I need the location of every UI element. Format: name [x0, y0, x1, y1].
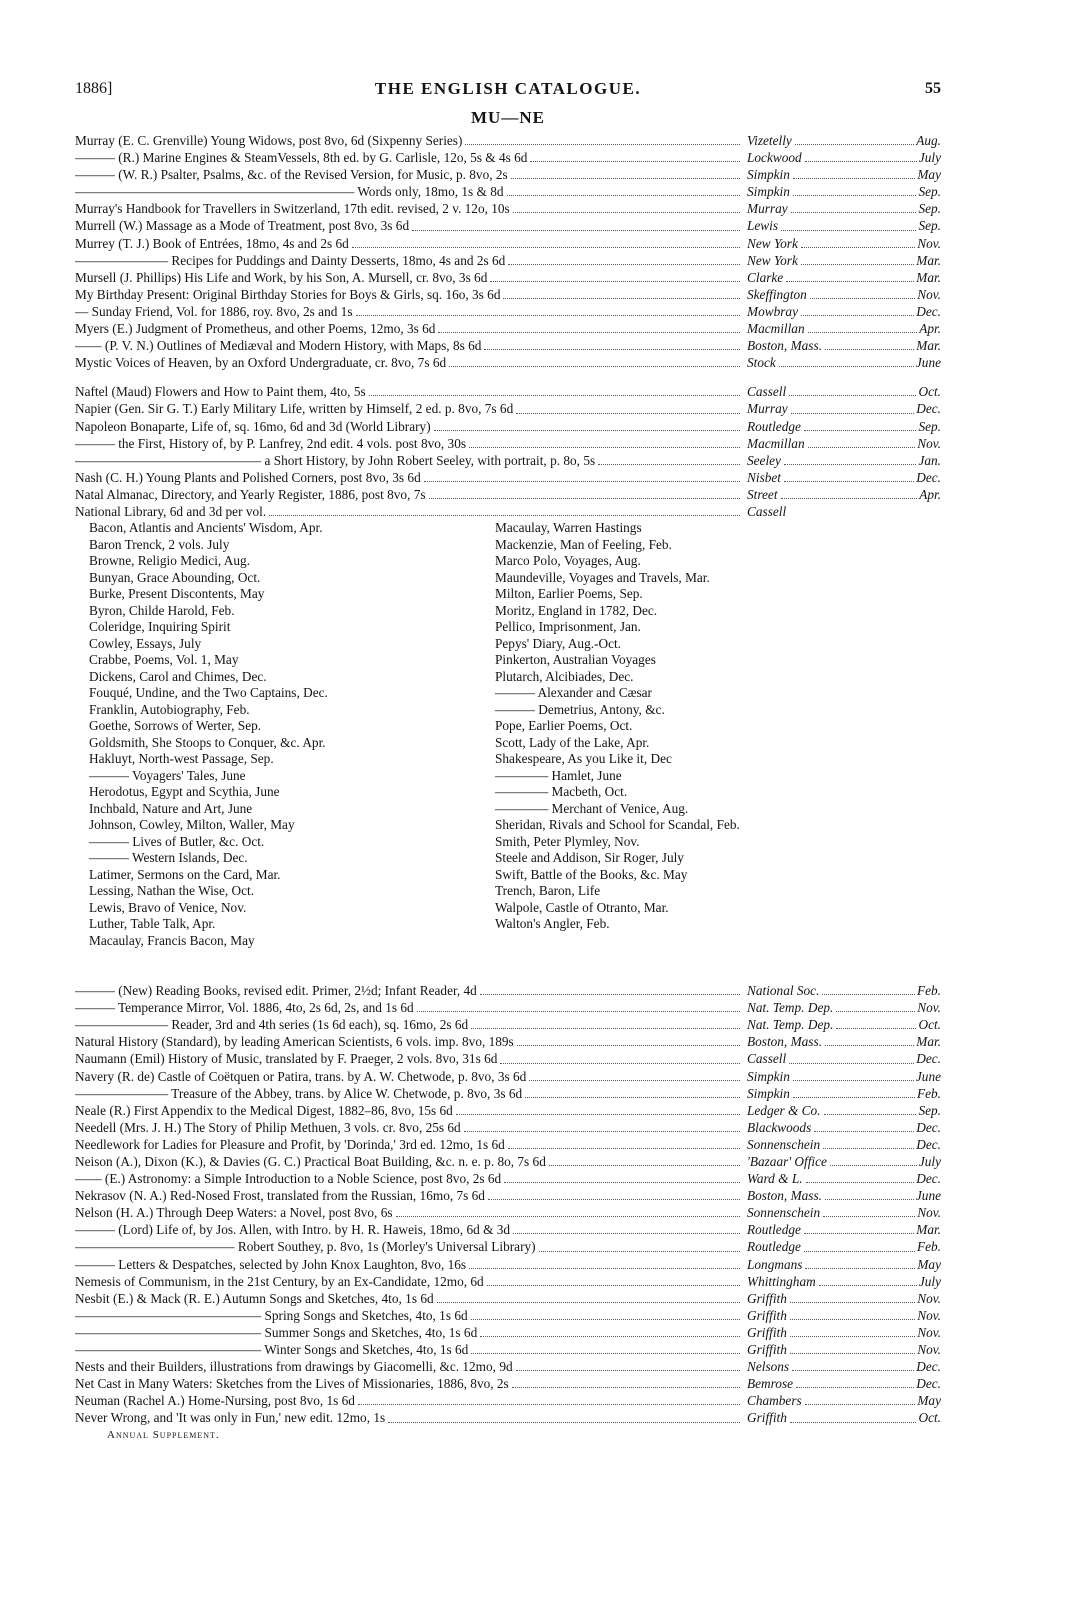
entry-title: Neuman (Rachel A.) Home-Nursing, post 8vo, 1s 6d	[75, 1393, 355, 1409]
entry-publisher: Griffith	[747, 1307, 787, 1323]
national-library-item: Mackenzie, Man of Feeling, Feb.	[495, 536, 672, 552]
national-library-item: Goldsmith, She Stoops to Conquer, &c. Apr.	[89, 734, 326, 750]
entry-publisher: Routledge	[747, 418, 801, 434]
entry-date: Nov.	[917, 286, 941, 302]
entry-title: Nests and their Builders, illustrations from drawings by Giacomelli, &c. 12mo, 9d	[75, 1359, 513, 1375]
entry-title: Never Wrong, and 'It was only in Fun,' new edit. 12mo, 1s	[75, 1410, 386, 1426]
entry-date: June	[915, 1068, 941, 1084]
national-library-item: ——— Demetrius, Antony, &c.	[495, 701, 665, 717]
catalogue-entry	[75, 1375, 941, 1392]
entry-date: July	[918, 1154, 941, 1169]
entry-date: Mar.	[916, 269, 941, 285]
entry-title: ——— the First, History of, by P. Lanfrey, 2nd edit. 4 vols. post 8vo, 30s	[75, 435, 467, 451]
entry-publisher: Lewis	[747, 218, 779, 234]
entry-date: Nov.	[917, 235, 941, 251]
entry-publisher: Murray	[747, 201, 788, 217]
national-library-item: ———— Macbeth, Oct.	[495, 784, 628, 800]
entry-publisher: Griffith	[747, 1290, 787, 1306]
entry-title: ———————————— Robert Southey, p. 8vo, 1s (Morley's Universal Library)	[75, 1239, 536, 1255]
entry-publisher: Ledger & Co.	[747, 1102, 821, 1118]
entry-date: June	[915, 1188, 941, 1204]
catalogue-entry	[75, 1324, 941, 1341]
entry-date: Nov.	[917, 1342, 941, 1358]
entry-date: Jan.	[918, 452, 941, 468]
entry-date: Oct.	[918, 1410, 941, 1426]
entry-publisher: National Soc.	[747, 983, 820, 999]
national-library-item: Plutarch, Alcibiades, Dec.	[495, 668, 634, 684]
catalogue-entry	[75, 1016, 941, 1033]
national-library-item: Smith, Peter Plymley, Nov.	[495, 833, 640, 849]
section-heading: MU—NE	[471, 108, 545, 127]
entry-title: Natal Almanac, Directory, and Yearly Register, 1886, post 8vo, 7s	[75, 486, 426, 502]
entry-publisher: Routledge	[747, 1222, 801, 1238]
catalogue-entry	[75, 1221, 941, 1238]
entry-date: May	[917, 167, 941, 183]
catalogue-entry	[75, 435, 941, 452]
entry-publisher: Nat. Temp. Dep.	[747, 1000, 834, 1016]
catalogue-entry	[75, 1341, 941, 1358]
national-library-item: ———— Hamlet, June	[495, 767, 622, 783]
catalogue-entry	[75, 418, 941, 435]
entry-title: Murray's Handbook for Travellers in Switzerland, 17th edit. revised, 2 v. 12o, 10s	[75, 201, 510, 217]
national-library-item: Luther, Table Talk, Apr.	[89, 916, 216, 932]
entry-publisher: Vizetelly	[747, 133, 792, 148]
entry-title: Murrell (W.) Massage as a Mode of Treatment, post 8vo, 3s 6d	[75, 218, 410, 234]
entry-publisher: Ward & L.	[747, 1171, 803, 1187]
entry-title: ————————————————————— Words only, 18mo, 1s & 8d	[75, 184, 504, 200]
national-library-item: Scott, Lady of the Lake, Apr.	[495, 734, 650, 750]
entry-title: Napier (Gen. Sir G. T.) Early Military Life, written by Himself, 2 ed. p. 8vo, 7s 6d	[75, 401, 514, 417]
entry-date: Mar.	[916, 252, 941, 268]
national-library-item: Steele and Addison, Sir Roger, July	[495, 850, 684, 866]
entry-date: Mar.	[916, 1034, 941, 1050]
entry-publisher: Street	[747, 486, 778, 502]
entry-title: Neison (A.), Dixon (K.), & Davies (G. C.) Practical Boat Building, &c. n. e. p. 8o, 7s 6d	[75, 1154, 546, 1169]
catalogue-entry	[75, 269, 941, 286]
entry-publisher: Routledge	[747, 1239, 801, 1255]
running-header	[75, 80, 941, 108]
entry-publisher: Lockwood	[747, 150, 802, 166]
entry-date: Sep.	[918, 201, 941, 217]
national-library-item: Pinkerton, Australian Voyages	[495, 652, 656, 668]
catalogue-entry	[75, 1204, 941, 1221]
entry-title: Naumann (Emil) History of Music, translated by F. Praeger, 2 vols. 8vo, 31s 6d	[75, 1051, 498, 1067]
entry-title: —— (E.) Astronomy: a Simple Introduction to a Noble Science, post 8vo, 2s 6d	[75, 1171, 502, 1187]
national-library-item: Macaulay, Warren Hastings	[495, 520, 642, 536]
catalogue-entry	[75, 1273, 941, 1290]
national-library-item: ——— Voyagers' Tales, June	[89, 767, 246, 783]
entries-group-mu	[75, 132, 941, 371]
entry-publisher: Simpkin	[747, 1085, 790, 1101]
national-library-item: Hakluyt, North-west Passage, Sep.	[89, 751, 274, 767]
entry-publisher: Mowbray	[747, 303, 798, 319]
entry-title: —————————————— Winter Songs and Sketches, 4to, 1s 6d	[75, 1342, 469, 1358]
national-library-item: Maundeville, Voyages and Travels, Mar.	[495, 569, 710, 585]
entry-publisher: Boston, Mass.	[747, 1034, 822, 1050]
entry-publisher: Longmans	[747, 1256, 803, 1272]
entry-title: Needell (Mrs. J. H.) The Story of Philip Methuen, 3 vols. cr. 8vo, 25s 6d	[75, 1119, 461, 1135]
entry-title: National Library, 6d and 3d per vol.	[75, 503, 267, 519]
entry-publisher: Griffith	[747, 1324, 787, 1340]
entry-publisher: Macmillan	[747, 435, 805, 451]
national-library-list	[75, 520, 941, 982]
catalogue-entry	[75, 400, 941, 417]
entry-publisher: Nisbet	[747, 469, 781, 485]
entry-publisher: Cassell	[747, 503, 787, 519]
entry-publisher: New York	[747, 252, 798, 268]
entry-title: Murray (E. C. Grenville) Young Widows, post 8vo, 6d (Sixpenny Series)	[75, 133, 463, 148]
header-title: THE ENGLISH CATALOGUE.	[374, 79, 642, 98]
catalogue-entry	[75, 252, 941, 269]
entry-publisher: Sonnenschein	[747, 1205, 821, 1221]
entry-title: Naftel (Maud) Flowers and How to Paint them, 4to, 5s	[75, 384, 366, 400]
entry-publisher: Simpkin	[747, 167, 790, 183]
entry-date: Oct.	[918, 384, 941, 400]
entry-date: Feb.	[917, 1239, 941, 1255]
entry-title: Mystic Voices of Heaven, by an Oxford Undergraduate, cr. 8vo, 7s 6d	[75, 355, 447, 371]
entry-title: Neale (R.) First Appendix to the Medical Digest, 1882–86, 8vo, 15s 6d	[75, 1102, 453, 1118]
entry-title: —————————————— Spring Songs and Sketches, 4to, 1s 6d	[75, 1307, 468, 1323]
national-library-item: Milton, Earlier Poems, Sep.	[495, 586, 643, 602]
entry-date: Aug.	[916, 133, 941, 148]
national-library-item: Coleridge, Inquiring Spirit	[89, 619, 231, 635]
entry-publisher: Clarke	[747, 269, 784, 285]
entry-publisher: Seeley	[747, 452, 781, 468]
catalogue-entry	[75, 337, 941, 354]
national-library-item: Pope, Earlier Poems, Oct.	[495, 718, 633, 734]
entry-title: ——— (Lord) Life of, by Jos. Allen, with Intro. by H. R. Haweis, 18mo, 6d & 3d	[75, 1222, 511, 1238]
entry-title: Needlework for Ladies for Pleasure and Profit, by 'Dorinda,' 3rd ed. 12mo, 1s 6d	[75, 1136, 505, 1152]
catalogue-entry	[75, 1136, 941, 1153]
catalogue-page	[75, 80, 941, 1441]
entry-title: Nekrasov (N. A.) Red-Nosed Frost, translated from the Russian, 16mo, 7s 6d	[75, 1188, 485, 1204]
entry-title: —————————————— a Short History, by John Robert Seeley, with portrait, p. 8o, 5s	[75, 452, 596, 468]
entry-publisher: Boston, Mass.	[747, 338, 822, 354]
national-library-left-column	[89, 520, 489, 949]
catalogue-entry	[75, 1033, 941, 1050]
entry-date: Oct.	[918, 1017, 941, 1033]
national-library-item: Macaulay, Francis Bacon, May	[89, 932, 255, 948]
entry-publisher: Griffith	[747, 1342, 787, 1358]
entry-publisher: Nelsons	[747, 1359, 790, 1375]
entry-publisher: Bemrose	[747, 1376, 794, 1392]
catalogue-entry	[75, 1256, 941, 1273]
entry-publisher: Skeffington	[747, 286, 807, 302]
national-library-item: Burke, Present Discontents, May	[89, 586, 265, 602]
entry-date: Mar.	[916, 338, 941, 354]
entries-group-ne	[75, 982, 941, 1426]
national-library-item: Shakespeare, As you Like it, Dec	[495, 751, 672, 767]
catalogue-entry	[75, 1050, 941, 1067]
national-library-item: Dickens, Carol and Chimes, Dec.	[89, 668, 267, 684]
entry-publisher: Sonnenschein	[747, 1136, 821, 1152]
entry-date: Dec.	[916, 1376, 941, 1392]
catalogue-entry	[75, 286, 941, 303]
entry-date: Nov.	[917, 1324, 941, 1340]
entry-publisher: Cassell	[747, 384, 787, 400]
national-library-item: Herodotus, Egypt and Scythia, June	[89, 784, 280, 800]
entry-title: ——————— Recipes for Puddings and Dainty Desserts, 18mo, 4s and 2s 6d	[75, 252, 506, 268]
national-library-item: ——— Western Islands, Dec.	[89, 850, 248, 866]
entry-date: Nov.	[917, 435, 941, 451]
entry-title: Nash (C. H.) Young Plants and Polished Corners, post 8vo, 3s 6d	[75, 469, 421, 485]
catalogue-entry	[75, 1358, 941, 1375]
entry-publisher: Simpkin	[747, 1068, 790, 1084]
national-library-item: Fouqué, Undine, and the Two Captains, Dec.	[89, 685, 328, 701]
entry-date: July	[918, 150, 941, 166]
catalogue-entry	[75, 1119, 941, 1136]
entry-title: Myers (E.) Judgment of Prometheus, and other Poems, 12mo, 3s 6d	[75, 321, 436, 337]
entry-date: Sep.	[918, 184, 941, 200]
catalogue-entry	[75, 132, 941, 149]
entry-title: ——————— Treasure of the Abbey, trans. by Alice W. Chetwode, p. 8vo, 3s 6d	[75, 1085, 523, 1101]
catalogue-entry	[75, 486, 941, 503]
entry-date: Sep.	[918, 1102, 941, 1118]
national-library-item: Goethe, Sorrows of Werter, Sep.	[89, 718, 262, 734]
national-library-item: Walton's Angler, Feb.	[495, 916, 610, 932]
entry-date: Mar.	[916, 1222, 941, 1238]
national-library-item: ——— Lives of Butler, &c. Oct.	[89, 833, 265, 849]
entry-publisher: Macmillan	[747, 321, 805, 337]
catalogue-entry	[75, 383, 941, 400]
national-library-item: Moritz, England in 1782, Dec.	[495, 602, 658, 618]
entry-title: ——— (W. R.) Psalter, Psalms, &c. of the Revised Version, for Music, p. 8vo, 2s	[75, 167, 508, 183]
entry-publisher: Griffith	[747, 1410, 787, 1426]
entry-publisher: Boston, Mass.	[747, 1188, 822, 1204]
national-library-item: Byron, Childe Harold, Feb.	[89, 602, 235, 618]
catalogue-entry	[75, 503, 941, 520]
national-library-item: Johnson, Cowley, Milton, Waller, May	[89, 817, 295, 833]
entry-publisher: Stock	[747, 355, 776, 371]
catalogue-entry	[75, 1102, 941, 1119]
entries-group-na	[75, 383, 941, 520]
entry-date: Dec.	[916, 469, 941, 485]
entry-title: ——— Letters & Despatches, selected by John Knox Laughton, 8vo, 16s	[75, 1256, 467, 1272]
entry-title: Napoleon Bonaparte, Life of, sq. 16mo, 6d and 3d (World Library)	[75, 418, 431, 434]
catalogue-entry	[75, 149, 941, 166]
national-library-item: Pepys' Diary, Aug.-Oct.	[495, 635, 621, 651]
entry-date: June	[915, 355, 941, 371]
national-library-item: ———— Merchant of Venice, Aug.	[495, 800, 689, 816]
catalogue-entry	[75, 200, 941, 217]
national-library-item: Browne, Religio Medici, Aug.	[89, 553, 251, 569]
national-library-item: Marco Polo, Voyages, Aug.	[495, 553, 641, 569]
entry-date: Apr.	[919, 486, 941, 502]
entry-title: —— (P. V. N.) Outlines of Mediæval and Modern History, with Maps, 8s 6d	[75, 338, 482, 354]
entry-title: Nesbit (E.) & Mack (R. E.) Autumn Songs and Sketches, 4to, 1s 6d	[75, 1290, 434, 1306]
national-library-item: Swift, Battle of the Books, &c. May	[495, 866, 688, 882]
catalogue-entry	[75, 1290, 941, 1307]
entry-title: My Birthday Present: Original Birthday Stories for Boys & Girls, sq. 16o, 3s 6d	[75, 286, 501, 302]
entry-date: July	[918, 1273, 941, 1289]
entry-title: Murrey (T. J.) Book of Entrées, 18mo, 4s and 2s 6d	[75, 235, 349, 251]
catalogue-entry	[75, 999, 941, 1016]
national-library-item: Baron Trenck, 2 vols. July	[89, 536, 230, 552]
catalogue-entry	[75, 166, 941, 183]
catalogue-entry	[75, 1238, 941, 1255]
national-library-item: Sheridan, Rivals and School for Scandal, Feb.	[495, 817, 740, 833]
entry-publisher: New York	[747, 235, 798, 251]
catalogue-entry	[75, 1187, 941, 1204]
entry-title: Nelson (H. A.) Through Deep Waters: a Novel, post 8vo, 6s	[75, 1205, 393, 1221]
national-library-item: Bacon, Atlantis and Ancients' Wisdom, Apr.	[89, 520, 323, 536]
entry-date: Sep.	[918, 418, 941, 434]
catalogue-entry	[75, 1409, 941, 1426]
national-library-item: Lewis, Bravo of Venice, Nov.	[89, 899, 247, 915]
national-library-item: Cowley, Essays, July	[89, 635, 202, 651]
entry-date: Dec.	[916, 303, 941, 319]
catalogue-entry	[75, 217, 941, 234]
entry-publisher: Blackwoods	[747, 1119, 812, 1135]
catalogue-entry	[75, 1068, 941, 1085]
national-library-item: Pellico, Imprisonment, Jan.	[495, 619, 641, 635]
entry-date: Feb.	[917, 983, 941, 999]
header-year: 1886]	[75, 80, 113, 97]
entry-title: — Sunday Friend, Vol. for 1886, roy. 8vo, 2s and 1s	[75, 303, 353, 319]
entry-publisher: Chambers	[747, 1393, 802, 1409]
national-library-item: Crabbe, Poems, Vol. 1, May	[89, 652, 239, 668]
national-library-item: Lessing, Nathan the Wise, Oct.	[89, 883, 255, 899]
national-library-item: Inchbald, Nature and Art, June	[89, 800, 253, 816]
entry-title: ——— Temperance Mirror, Vol. 1886, 4to, 2s 6d, 2s, and 1s 6d	[75, 1000, 414, 1016]
entry-date: Feb.	[917, 1085, 941, 1101]
entry-date: Dec.	[916, 1136, 941, 1152]
catalogue-entry	[75, 982, 941, 999]
entry-date: Dec.	[916, 1359, 941, 1375]
national-library-item: Trench, Baron, Life	[495, 883, 601, 899]
entry-publisher: Whittingham	[747, 1273, 816, 1289]
entry-date: Nov.	[917, 1307, 941, 1323]
entry-title: ——————— Reader, 3rd and 4th series (1s 6d each), sq. 16mo, 2s 6d	[75, 1017, 469, 1033]
national-library-item: Franklin, Autobiography, Feb.	[89, 701, 250, 717]
entry-title: Net Cast in Many Waters: Sketches from the Lives of Missionaries, 1886, 8vo, 2s	[75, 1376, 509, 1392]
catalogue-entry	[75, 1085, 941, 1102]
entry-title: —————————————— Summer Songs and Sketches, 4to, 1s 6d	[75, 1324, 478, 1340]
catalogue-entry	[75, 354, 941, 371]
entry-publisher: Murray	[747, 401, 788, 417]
catalogue-entry	[75, 1307, 941, 1324]
catalogue-entry	[75, 235, 941, 252]
national-library-right-column	[495, 520, 935, 933]
footer-signature: Annual Supplement.	[107, 1428, 220, 1441]
entry-date: Dec.	[916, 1119, 941, 1135]
entry-title: Mursell (J. Phillips) His Life and Work, by his Son, A. Mursell, cr. 8vo, 3s 6d	[75, 269, 488, 285]
catalogue-entry	[75, 1153, 941, 1170]
entry-publisher: Cassell	[747, 1051, 787, 1067]
entry-date: Sep.	[918, 218, 941, 234]
catalogue-entry	[75, 452, 941, 469]
entry-title: ——— (R.) Marine Engines & SteamVessels, 8th ed. by G. Carlisle, 12o, 5s & 4s 6d	[75, 150, 528, 166]
entry-date: Apr.	[919, 321, 941, 337]
entry-title: Nemesis of Communism, in the 21st Century, by an Ex-Candidate, 12mo, 6d	[75, 1273, 484, 1289]
national-library-item: Bunyan, Grace Abounding, Oct.	[89, 569, 261, 585]
entry-date: May	[917, 1393, 941, 1409]
entry-date: Dec.	[916, 401, 941, 417]
entry-publisher: Nat. Temp. Dep.	[747, 1017, 834, 1033]
entry-date: Dec.	[916, 1051, 941, 1067]
entry-title: Natural History (Standard), by leading American Scientists, 6 vols. imp. 8vo, 189s	[75, 1034, 514, 1050]
catalogue-entry	[75, 183, 941, 200]
catalogue-entry	[75, 303, 941, 320]
entry-title: Navery (R. de) Castle of Coëtquen or Patira, trans. by A. W. Chetwode, p. 8vo, 3s 6d	[75, 1068, 527, 1084]
catalogue-entry	[75, 1392, 941, 1409]
catalogue-entry	[75, 1170, 941, 1187]
catalogue-entry	[75, 320, 941, 337]
catalogue-entry	[75, 469, 941, 486]
national-library-item: Latimer, Sermons on the Card, Mar.	[89, 866, 281, 882]
entry-publisher: 'Bazaar' Office	[747, 1154, 827, 1169]
page-number: 55	[925, 80, 941, 97]
national-library-item: Walpole, Castle of Otranto, Mar.	[495, 899, 669, 915]
entry-title: ——— (New) Reading Books, revised edit. Primer, 2½d; Infant Reader, 4d	[75, 983, 477, 999]
entry-date: Nov.	[917, 1290, 941, 1306]
entry-date: May	[917, 1256, 941, 1272]
entry-date: Nov.	[917, 1205, 941, 1221]
national-library-item: ——— Alexander and Cæsar	[495, 685, 652, 701]
entry-date: Dec.	[916, 1171, 941, 1187]
entry-publisher: Simpkin	[747, 184, 790, 200]
entry-date: Nov.	[917, 1000, 941, 1016]
